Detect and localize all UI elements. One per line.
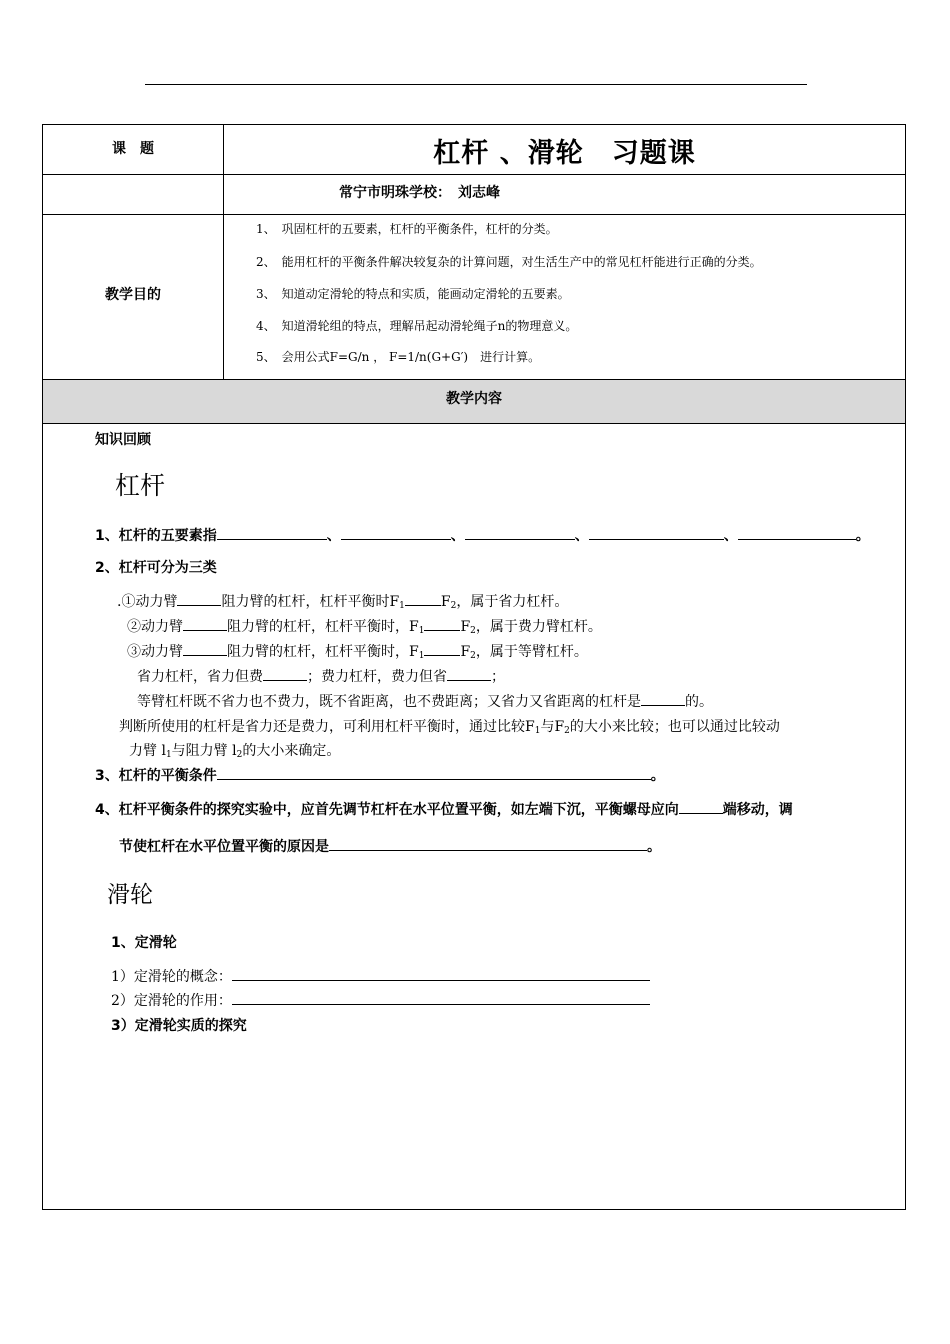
text: ，属于费力臂杠杆。 (475, 619, 602, 635)
text: .①动力臂 (117, 594, 178, 610)
class-1-line (117, 591, 568, 611)
subscript: 2 (564, 726, 570, 736)
text: 等臂杠杆既不省力也不费力，既不省距离，也不费距离；又省力又省距离的杠杆是 (137, 694, 641, 710)
text: 省力杠杆，省力但费 (137, 669, 263, 685)
subscript: 2 (450, 601, 457, 611)
question-4-cont (119, 836, 661, 856)
answer-blank (679, 800, 723, 814)
answer-blank (341, 526, 451, 540)
answer-blank (232, 991, 650, 1005)
answer-blank (177, 592, 221, 606)
end-mark: 。 (647, 839, 661, 855)
effort-line (137, 666, 505, 686)
text: 3、杠杆的平衡条件 (95, 768, 217, 784)
text: 与F (540, 719, 565, 735)
subscript: 1 (165, 750, 172, 760)
answer-blank (424, 642, 460, 656)
text: 的大小来比较；也可以通过比较动 (569, 719, 780, 735)
question-4 (95, 799, 793, 819)
answer-blank (183, 617, 227, 631)
separator: 、 (574, 528, 589, 544)
subscript: 1 (399, 601, 405, 611)
text: F (440, 594, 451, 610)
separator: 、 (326, 528, 341, 544)
answer-blank (641, 692, 685, 706)
objective-item: 3、 知道动定滑轮的特点和实质，能画动定滑轮的五要素。 (256, 287, 570, 301)
answer-blank (329, 837, 647, 851)
topic-label: 课 题 (112, 141, 154, 157)
objective-item: 4、 知道滑轮组的特点，理解吊起动滑轮绳子n的物理意义。 (256, 319, 578, 333)
review-label: 知识回顾 (95, 432, 151, 448)
text: 的大小来确定。 (242, 743, 341, 759)
text: ，属于省力杠杆。 (456, 594, 569, 610)
fixed-pulley-concept (111, 966, 650, 986)
end-mark: 。 (650, 768, 665, 784)
answer-blank (217, 766, 651, 780)
row-divider (43, 423, 905, 424)
fixed-pulley-heading: 1、定滑轮 (111, 935, 177, 951)
class-2-line (127, 616, 602, 636)
fixed-pulley-function (111, 990, 650, 1010)
equal-arm-line (137, 691, 713, 711)
text: ②动力臂 (127, 619, 183, 635)
answer-blank (183, 642, 227, 656)
text: ；费力杠杆，费力但省 (307, 669, 447, 685)
subscript: 1 (418, 651, 425, 661)
page-title: 杠杆 、滑轮 习题课 (433, 138, 696, 169)
text: F (460, 619, 471, 635)
subscript: 2 (236, 750, 243, 760)
subscript: 2 (470, 626, 476, 636)
text: 4、杠杆平衡条件的探究实验中，应首先调节杠杆在水平位置平衡，如左端下沉，平衡螺母应向 (95, 802, 679, 818)
objective-item: 5、 会用公式F=G/n ， F=1/n(G+G′) 进行计算。 (256, 350, 541, 364)
author-line: 常宁市明珠学校： 刘志峰 (339, 185, 500, 201)
question-3 (95, 765, 665, 785)
content-heading: 教学内容 (446, 391, 502, 407)
answer-blank (465, 526, 575, 540)
lesson-table (42, 124, 906, 1210)
subscript: 2 (470, 651, 476, 661)
text: 阻力臂的杠杆，杠杆平衡时，F (227, 644, 419, 660)
subscript: 1 (534, 726, 541, 736)
text: F (460, 644, 471, 660)
text: 端移动，调 (722, 802, 793, 818)
header-rule (145, 84, 807, 85)
answer-blank (217, 526, 327, 540)
text: 与阻力臂 l (171, 743, 237, 759)
objectives-label: 教学目的 (105, 287, 161, 303)
question-1-text: 1、杠杆的五要素指 (95, 528, 217, 544)
text: 力臂 l (129, 743, 166, 759)
subscript: 1 (418, 626, 425, 636)
pulley-section-title: 滑轮 (107, 882, 153, 908)
text: 节使杠杆在水平位置平衡的原因是 (119, 839, 329, 855)
class-3-line (127, 641, 588, 661)
answer-blank (263, 667, 307, 681)
objective-item: 2、 能用杠杆的平衡条件解决较复杂的计算问题，对生活生产中的常见杠杆能进行正确的分类。 (256, 255, 762, 269)
fixed-pulley-essence: 3）定滑轮实质的探究 (111, 1018, 247, 1034)
text: 的。 (685, 694, 713, 710)
judgement-line (119, 716, 780, 736)
text: ； (491, 669, 505, 685)
answer-blank (424, 617, 460, 631)
text: ③动力臂 (127, 644, 183, 660)
text: 判断所使用的杠杆是省力还是费力，可利用杠杆平衡时，通过比较F (119, 719, 535, 735)
answer-blank (232, 967, 650, 981)
end-mark: 。 (855, 528, 870, 544)
answer-blank (589, 526, 724, 540)
separator: 、 (450, 528, 465, 544)
answer-blank (738, 526, 856, 540)
text: 阻力臂的杠杆，杠杆平衡时F (221, 594, 400, 610)
row-divider (43, 214, 905, 215)
question-2: 2、杠杆可分为三类 (95, 560, 217, 576)
separator: 、 (723, 528, 738, 544)
objective-item: 1、 巩固杠杆的五要素，杠杆的平衡条件，杠杆的分类。 (256, 222, 558, 236)
question-1 (95, 525, 870, 545)
lever-section-title: 杠杆 (115, 471, 166, 500)
text: 1）定滑轮的概念： (111, 969, 232, 985)
row-divider (43, 174, 905, 175)
text: 阻力臂的杠杆，杠杆平衡时，F (227, 619, 419, 635)
answer-blank (405, 592, 441, 606)
text: 2）定滑轮的作用： (111, 993, 232, 1009)
answer-blank (447, 667, 491, 681)
judgement-line-2 (129, 740, 340, 760)
text: ，属于等臂杠杆。 (475, 644, 588, 660)
